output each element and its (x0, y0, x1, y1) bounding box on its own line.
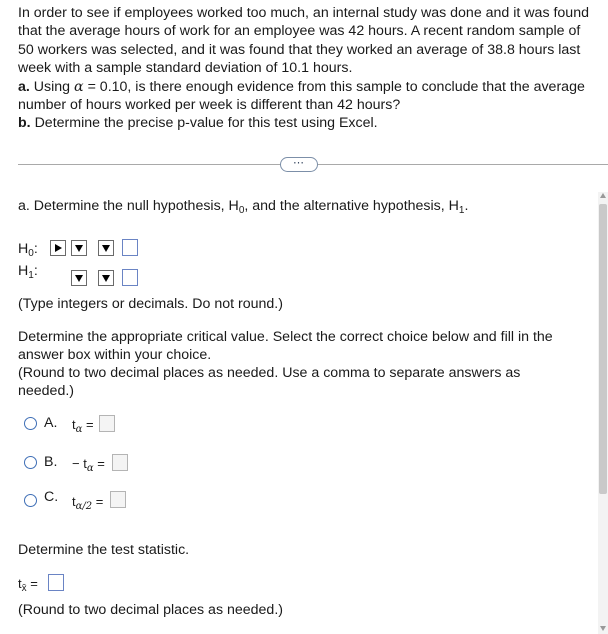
scrollbar-thumb[interactable] (599, 204, 607, 494)
option-b-prefix: − (72, 456, 80, 471)
option-c-eq: = (95, 494, 104, 509)
more-options-button[interactable]: ⋯ (280, 157, 318, 172)
option-a-sub: α (75, 424, 83, 435)
part-a-question (18, 78, 608, 96)
part-a-pre: Using (33, 78, 71, 95)
heading-sub-1: 1 (458, 205, 465, 216)
h0-sign-dropdown-icon (75, 245, 83, 252)
problem-line-3: 50 workers was selected, and it was found that they worked an average of 38.8 hours last (18, 41, 581, 58)
heading-end: . (464, 198, 469, 214)
h1-sign2-select[interactable] (98, 270, 114, 286)
test-statistic-expression (18, 575, 38, 598)
scroll-down-arrow-icon[interactable] (600, 626, 606, 631)
scroll-up-arrow-icon[interactable] (600, 193, 606, 198)
problem-line-4: week with a sample standard deviation of 10.1 hours. (18, 60, 353, 77)
alpha-symbol: α (74, 78, 84, 95)
h0-letter: H (18, 241, 29, 257)
problem-line-1: In order to see if employees worked too much, an internal study was done and it was found (18, 5, 589, 21)
option-b-radio[interactable] (24, 456, 37, 469)
part-a-post: = 0.10, is there enough evidence from this sample to conclude that the average (87, 78, 585, 95)
part-a-line-2: number of hours worked per week is different than 42 hours? (18, 97, 401, 114)
h0-sign2-dropdown-icon (102, 245, 110, 252)
option-a-expression (72, 416, 94, 439)
h0-parameter-dropdown-icon (55, 244, 62, 252)
option-c-radio[interactable] (24, 494, 37, 507)
option-c-letter: C. (44, 489, 59, 505)
option-a-eq: = (86, 417, 94, 432)
option-c-expression (72, 493, 103, 516)
problem-statement (18, 4, 608, 133)
h1-letter: H (18, 263, 29, 279)
test-statistic-input[interactable] (48, 574, 64, 591)
h0-parameter-select[interactable] (50, 240, 66, 256)
option-a-letter: A. (44, 415, 58, 431)
h0-sign2-select[interactable] (98, 240, 114, 256)
hypothesis-hint: (Type integers or decimals. Do not round.) (18, 296, 283, 312)
part-b-text: Determine the precise p-value for this test using Excel. (34, 115, 378, 132)
h1-sign2-dropdown-icon (102, 275, 110, 282)
h0-sign-select[interactable] (71, 240, 87, 256)
option-b-t: t (83, 456, 87, 471)
heading-mid: , and the alternative hypothesis, H (244, 198, 459, 214)
option-c-t: t (72, 494, 76, 509)
h1-sign-dropdown-icon (75, 275, 83, 282)
option-b-eq: = (97, 456, 105, 471)
option-a-t: t (72, 417, 76, 432)
option-b-letter: B. (44, 454, 58, 470)
h0-value-input[interactable] (122, 239, 138, 256)
critical-instruction-2: answer box within your choice. (18, 347, 212, 363)
option-b-input[interactable] (112, 454, 128, 471)
option-b-expression (72, 455, 105, 478)
test-statistic-sub: x̄ (21, 583, 27, 594)
h1-sign-select[interactable] (71, 270, 87, 286)
part-b-question (18, 114, 608, 132)
heading-sub-0: 0 (238, 205, 245, 216)
test-statistic-eq: = (30, 576, 38, 591)
part-b-label: b. (18, 115, 31, 132)
option-c-sub: α/2 (75, 501, 93, 512)
h0-label (18, 240, 38, 263)
part-a-label: a. (18, 78, 30, 95)
option-a-input[interactable] (99, 415, 115, 432)
h1-colon: : (33, 263, 38, 279)
problem-line-2: that the average hours of work for an employee was 42 hours. A recent random sample of (18, 23, 581, 40)
critical-instruction-1: Determine the appropriate critical value. Select the correct choice below and fill in the (18, 329, 553, 345)
option-b-sub: α (86, 463, 94, 474)
h1-sub: 1 (28, 270, 34, 281)
option-a-radio[interactable] (24, 417, 37, 430)
test-statistic-hint: (Round to two decimal places as needed.) (18, 602, 283, 618)
heading-pre: a. Determine the null hypothesis, H (18, 198, 239, 214)
h0-colon: : (33, 241, 38, 257)
h1-label (18, 262, 38, 285)
h1-value-input[interactable] (122, 269, 138, 286)
hypothesis-heading (18, 197, 468, 220)
test-statistic-instruction: Determine the test statistic. (18, 542, 190, 558)
option-c-input[interactable] (110, 491, 126, 508)
critical-hint-2: needed.) (18, 383, 75, 399)
critical-hint-1: (Round to two decimal places as needed. Use a comma to separate answers as (18, 365, 521, 381)
h0-sub: 0 (28, 248, 34, 259)
test-statistic-t: t (18, 576, 22, 591)
